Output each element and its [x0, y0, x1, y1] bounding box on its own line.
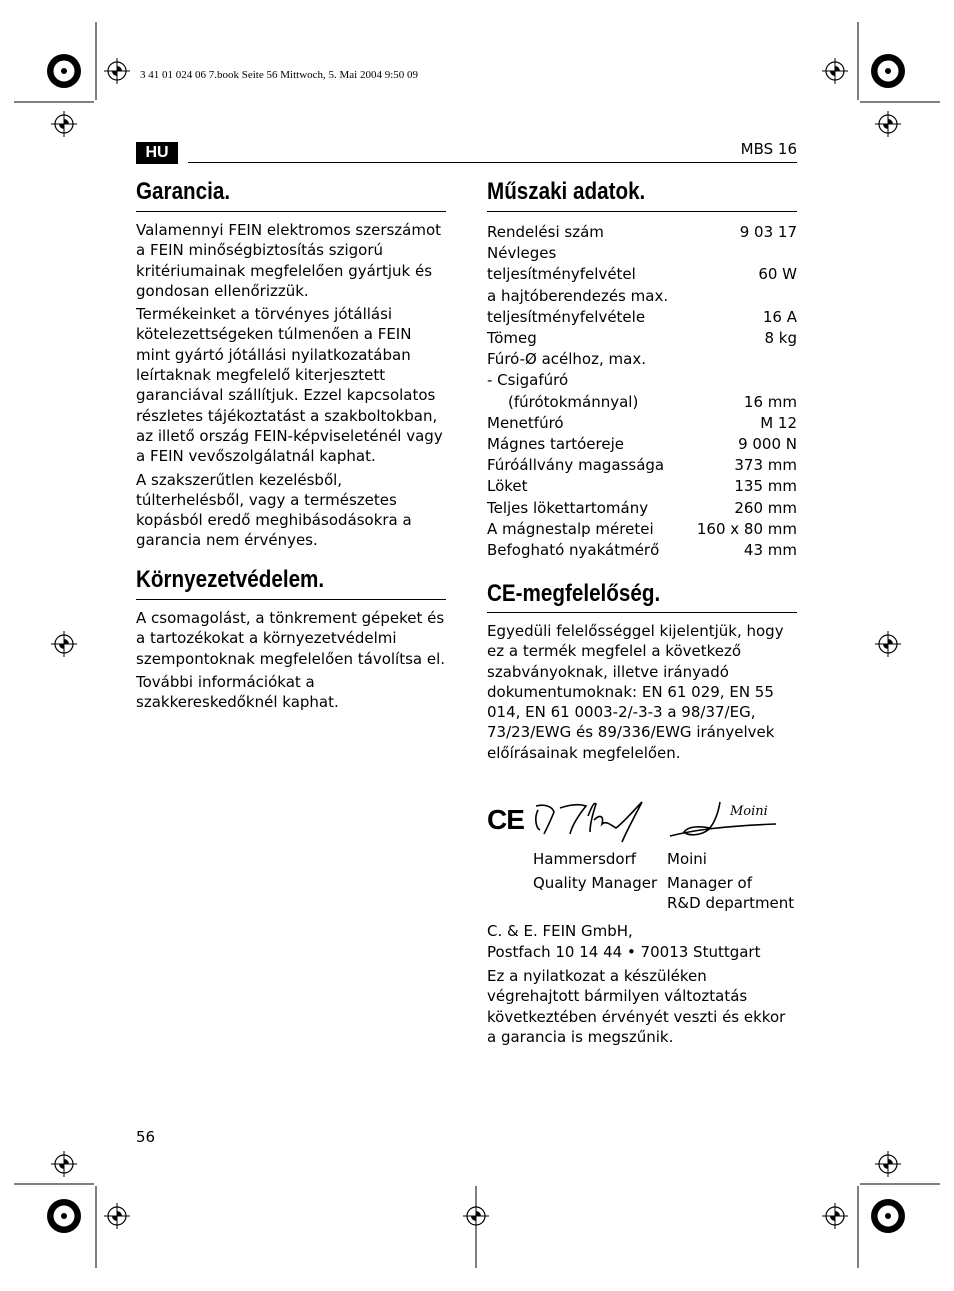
muszaki-title: Műszaki adatok. [487, 178, 646, 205]
ce-mark: CE [487, 804, 524, 835]
spec-row [487, 455, 797, 476]
spec-label: Fúróállvány magassága [487, 456, 665, 475]
ce-title: CE-megfelelőség. [487, 580, 661, 607]
spec-label: Löket [487, 477, 528, 496]
signer2-name: Moini [667, 850, 707, 868]
paragraph: A csomagolást, a tönkrement gépeket és a tartozékokat a környezetvédelmi szempontoknak megfelelően távolítsa el. [136, 609, 446, 668]
spec-row [487, 413, 797, 434]
spec-row [487, 476, 797, 497]
model-name: MBS 16 [740, 140, 797, 158]
spec-row [487, 307, 797, 328]
registration-cross-icon [822, 58, 848, 84]
section-rule [136, 599, 446, 600]
spec-row [487, 519, 797, 540]
spec-label: Teljes lökettartomány [487, 498, 649, 517]
spec-value [687, 286, 797, 307]
company-address: Postfach 10 14 44 • 70013 Stuttgart [487, 943, 761, 961]
spec-value: 135 mm [734, 477, 797, 496]
page-number: 56 [136, 1128, 156, 1146]
section-rule [136, 211, 446, 212]
spec-value: 9 03 17 [739, 223, 797, 241]
spec-label: teljesítményfelvétele [487, 307, 646, 326]
registration-cross-icon [875, 1151, 901, 1177]
paragraph: Valamennyi FEIN elektromos szerszámot a FEIN minőségbiztosítás szigorú kritériumainak megfelelően gyártjuk és gondosan ellenőrizzük. [136, 221, 442, 300]
spec-value: 16 mm [743, 392, 797, 411]
spec-value: 260 mm [734, 498, 797, 517]
spec-row [487, 264, 797, 285]
spec-label: Névleges [487, 244, 557, 263]
spec-value: 8 kg [764, 329, 797, 348]
kornyezet-body [136, 608, 448, 715]
garancia-title: Garancia. [136, 178, 231, 205]
spec-row [487, 540, 797, 561]
registration-cross-icon [51, 631, 77, 657]
spec-label: a hajtóberendezés max. [487, 286, 669, 305]
spec-label: Tömeg [487, 329, 537, 348]
registration-cross-icon [104, 58, 130, 84]
spec-row [487, 286, 797, 307]
spec-label: Menetfúró [487, 413, 564, 432]
registration-cross-icon [875, 111, 901, 137]
spec-table [487, 222, 797, 561]
spec-value: M 12 [760, 413, 797, 432]
paragraph: Termékeinket a törvényes jótállási kötelezettségeken túlmenően a FEIN mint gyártó jótállási nyilatkozatában leírtaknak megfelelő kiterjesztett garanciával szállítjuk. Ezzel kapcsolatos részletes tájékoztatást a szakboltokban, az illető ország FEIN-képviseleténél vagy a FEIN vevőszolgálatnál kaphat. [136, 305, 443, 466]
spec-label: (fúrótokmánnyal) [508, 392, 639, 411]
spec-label: teljesítményfelvétel [487, 265, 636, 284]
spec-label: Befogható nyakátmérő [487, 541, 660, 560]
ce-text: Egyedüli felelősséggel kijelentjük, hogy ez a termék megfelel a következő szabványoknak, illetve irányadó dokumentumoknak: EN 61 029, EN 55 014, EN 61 0003-2/-3-3 a 98/37/EG, 73/23/EWG és 89/336/EWG irányelvek előírásainak megfelelően. [487, 622, 784, 762]
registration-cross-icon [822, 1203, 848, 1229]
spec-label: A mágnestalp méretei [487, 519, 654, 538]
spec-label: Mágnes tartóereje [487, 435, 624, 454]
spec-row [487, 370, 797, 391]
spec-row [487, 222, 797, 243]
spec-value [687, 370, 797, 391]
section-rule [487, 211, 797, 212]
paragraph: A szakszerűtlen kezelésből, túlterhelésből, vagy a természetes kopásból eredő meghibásodásokra a garancia nem érvényes. [136, 470, 412, 550]
kornyezet-title: Környezetvédelem. [136, 566, 325, 593]
spec-value [687, 243, 797, 264]
color-bar-icon [47, 54, 81, 88]
color-bar-icon [47, 1199, 81, 1233]
company-name: C. & E. FEIN GmbH, [487, 922, 633, 940]
signature-lettering: Moini [730, 804, 768, 819]
spec-row [487, 434, 797, 455]
spec-row [487, 392, 797, 413]
spec-value: 16 A [762, 307, 797, 326]
signature-hammersdorf [530, 796, 650, 848]
registration-cross-icon [875, 631, 901, 657]
spec-value: 9 000 N [738, 435, 797, 454]
book-info: 3 41 01 024 06 7.book Seite 56 Mittwoch, 5. Mai 2004 9:50 09 [140, 69, 419, 81]
spec-value: 160 x 80 mm [696, 519, 797, 538]
header-rule [188, 162, 797, 163]
validity-note: Ez a nyilatkozat a készüléken végrehajtott bármilyen változtatás következtében érvényét veszti és ekkor a garancia is megszűnik. [487, 967, 786, 1046]
section-rule [487, 612, 797, 613]
signer2-role-line2: R&D department [667, 894, 795, 912]
spec-row [487, 349, 797, 370]
spec-row [487, 328, 797, 349]
garancia-body [136, 220, 448, 554]
spec-row [487, 243, 797, 264]
color-bar-icon [871, 1199, 905, 1233]
language-badge: HU [136, 142, 178, 164]
registration-cross-icon [104, 1203, 130, 1229]
signer1-name: Hammersdorf [533, 850, 637, 868]
registration-cross-icon [51, 111, 77, 137]
signer2-role-line1: Manager of [667, 874, 752, 892]
spec-value: 43 mm [743, 541, 797, 560]
color-bar-icon [871, 54, 905, 88]
signer1-role: Quality Manager [533, 874, 658, 892]
spec-value: 373 mm [734, 456, 797, 475]
registration-cross-icon [51, 1151, 77, 1177]
paragraph: További információkat a szakkereskedőknél kaphat. [136, 672, 339, 712]
spec-value: 60 W [758, 265, 797, 284]
spec-label: Fúró-Ø acélhoz, max. [487, 350, 646, 369]
spec-label: - Csigafúró [487, 371, 569, 390]
spec-row [487, 498, 797, 519]
spec-value [687, 349, 797, 370]
spec-label: Rendelési szám [487, 223, 604, 241]
